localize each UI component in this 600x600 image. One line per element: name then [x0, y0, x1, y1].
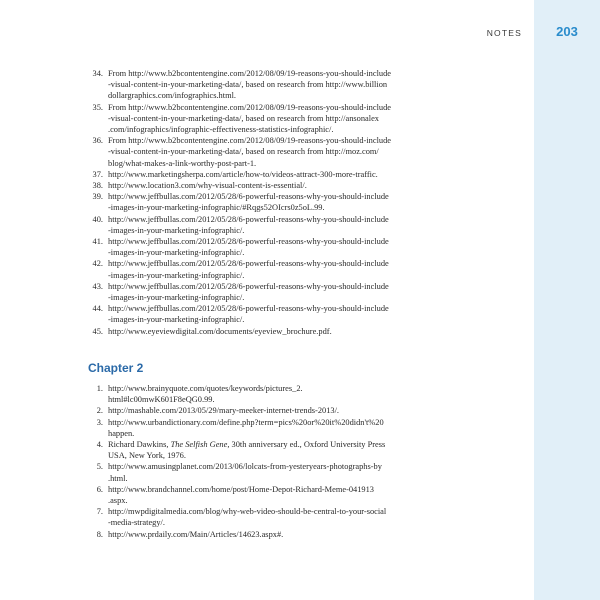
endnote-number: 41.	[92, 237, 103, 247]
endnote-text: http://www.brainyquote.com/quotes/keywords/pictures_2. html#lc00mwK601F8eQG0.99.	[108, 384, 303, 405]
page-number: 203	[556, 24, 578, 39]
endnote-number: 34.	[92, 69, 103, 78]
endnote-text: http://www.jeffbullas.com/2012/05/28/6-powerful-reasons-why-you-should-include -images-in-your-marketing-infographic/#Rqgs52OIcrs0z5oL.99.	[108, 192, 389, 213]
endnote-text: http://www.prdaily.com/Main/Articles/14623.aspx#.	[108, 529, 284, 539]
endnote-number: 2.	[96, 406, 103, 416]
chapter-heading: Chapter 2	[88, 361, 144, 375]
notes-list-chapter-2	[88, 383, 430, 540]
endnote-text: http://www.brandchannel.com/home/post/Home-Depot-Richard-Meme-041913 .aspx.	[108, 484, 374, 506]
endnote-text: http://www.location3.com/why-visual-content-is-essential/.	[108, 181, 307, 191]
endnote	[88, 191, 430, 213]
book-title: The Selfish Gene	[170, 440, 228, 450]
endnote	[88, 68, 430, 102]
endnote	[88, 102, 430, 136]
endnote-number: 40.	[92, 214, 103, 224]
endnote	[88, 135, 430, 169]
endnote	[88, 383, 430, 405]
endnote-text: Richard Dawkins, The Selfish Gene, 30th anniversary ed., Oxford University Press USA, New York, 1976.	[108, 440, 386, 461]
endnote-text: http://www.urbandictionary.com/define.php?term=pics%20or%20it%20didn't%20 happen.	[108, 417, 384, 438]
endnote-number: 7.	[96, 507, 103, 517]
endnote-number: 36.	[92, 136, 103, 146]
endnote-text: http://www.jeffbullas.com/2012/05/28/6-powerful-reasons-why-you-should-include -images-in-your-marketing-infographic/.	[108, 304, 389, 325]
endnote-text: http://www.jeffbullas.com/2012/05/28/6-powerful-reasons-why-you-should-include -images-in-your-marketing-infographic/.	[108, 259, 389, 280]
endnote-text: http://www.jeffbullas.com/2012/05/28/6-powerful-reasons-why-you-should-include -images-in-your-marketing-infographic/.	[108, 237, 389, 258]
endnote	[88, 180, 430, 191]
endnote	[88, 258, 430, 280]
endnote-number: 45.	[92, 326, 103, 336]
endnote-number: 4.	[96, 440, 103, 450]
endnote-number: 37.	[92, 169, 103, 179]
endnote-number: 44.	[92, 304, 103, 314]
endnote-text: From http://www.b2bcontentengine.com/2012/08/09/19-reasons-you-should-include -visual-content-in-your-marketing-data/, based on research from http://ansonalex .com/infographics/infographic-effectiveness-statistics-infographic/.	[108, 102, 391, 135]
endnote	[88, 417, 430, 439]
endnote-text: http://www.eyeviewdigital.com/documents/eyeview_brochure.pdf.	[108, 326, 332, 336]
endnote	[88, 169, 430, 180]
endnote-text: http://www.jeffbullas.com/2012/05/28/6-powerful-reasons-why-you-should-include -images-in-your-marketing-infographic/.	[108, 214, 389, 235]
endnote	[88, 236, 430, 258]
endnote-number: 43.	[92, 281, 103, 291]
endnote-text: From http://www.b2bcontentengine.com/2012/08/09/19-reasons-you-should-include -visual-content-in-your-marketing-data/, based on research from http://moz.com/ blog/what-makes-a-link-worthy-post-part-1.	[108, 136, 391, 168]
endnote	[88, 529, 430, 540]
notes-list-chapter-1	[88, 68, 430, 337]
endnote-number: 8.	[96, 529, 103, 539]
endnote-number: 38.	[92, 181, 103, 191]
endnote-text: http://www.amusingplanet.com/2013/06/lolcats-from-yesteryears-photographs-by .html.	[108, 462, 382, 483]
endnote	[88, 461, 430, 483]
endnote	[88, 326, 430, 337]
endnote-text: http://mashable.com/2013/05/29/mary-meeker-internet-trends-2013/.	[108, 406, 340, 416]
endnote	[88, 506, 430, 528]
endnote-number: 42.	[92, 259, 103, 269]
endnote-number: 1.	[96, 384, 103, 393]
endnote	[88, 484, 430, 506]
endnote-text: http://mwpdigitalmedia.com/blog/why-web-video-should-be-central-to-your-social -media-strategy/.	[108, 507, 387, 528]
endnote-number: 3.	[96, 417, 103, 427]
endnote	[88, 214, 430, 236]
page-margin-band	[534, 0, 600, 600]
endnote	[88, 281, 430, 303]
endnote-text: http://www.marketingsherpa.com/article/how-to/videos-attract-300-more-traffic.	[108, 169, 378, 179]
endnote-number: 35.	[92, 102, 103, 112]
endnote-text: From http://www.b2bcontentengine.com/2012/08/09/19-reasons-you-should-include -visual-content-in-your-marketing-data/, based on research from http://www.billion dollargraphics.com/infographics.html.	[108, 69, 391, 101]
endnote-number: 39.	[92, 192, 103, 202]
endnote	[88, 405, 430, 416]
endnote-number: 5.	[96, 462, 103, 472]
endnote-number: 6.	[96, 484, 103, 494]
endnote	[88, 303, 430, 325]
running-header: NOTES	[486, 28, 522, 38]
endnote	[88, 439, 430, 461]
endnote-text: http://www.jeffbullas.com/2012/05/28/6-powerful-reasons-why-you-should-include -images-in-your-marketing-infographic/.	[108, 281, 389, 303]
